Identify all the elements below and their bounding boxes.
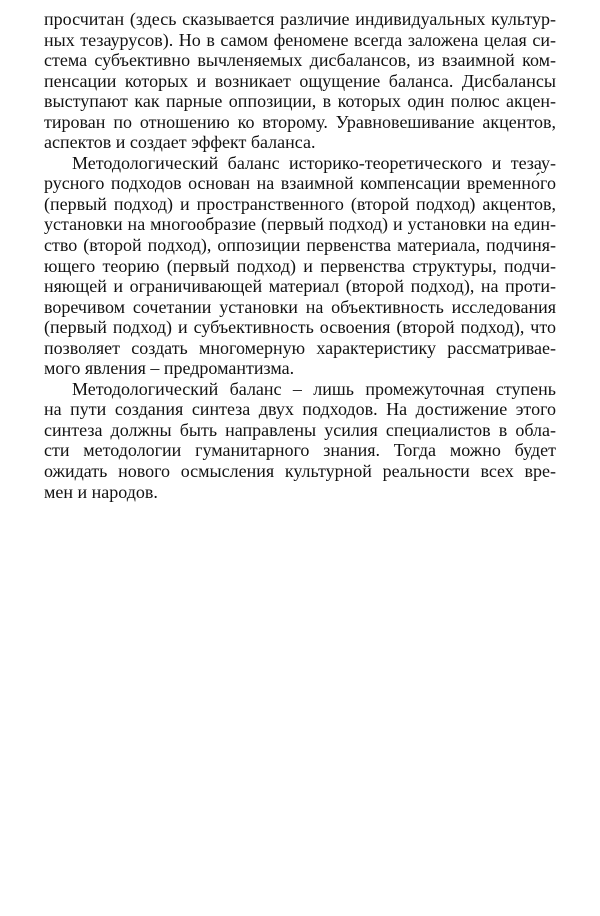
text-line: на пути создания синтеза двух подходов. На достижение этого: [44, 399, 556, 420]
text-line: мен и народов.: [44, 481, 158, 502]
paragraph-2: [44, 153, 556, 379]
paragraph-1: [44, 9, 556, 153]
text-line: (первый подход) и пространственного (второй подход) акцентов,: [44, 193, 556, 214]
text-line: ющего теорию (первый подход) и первенства структуры, подчи-: [44, 255, 556, 276]
text-line: няющей и ограничивающей материал (второй подход), на проти-: [44, 276, 556, 297]
text-line: воречивом сочетании установки на объективность исследования: [44, 296, 556, 317]
text-line: сти методологии гуманитарного знания. Тогда можно будет: [44, 440, 556, 461]
text-line: ожидать нового осмысления культурной реальности всех вре-: [44, 461, 556, 482]
text-line: выступают как парные оппозиции, в которых один полюс акцен-: [44, 91, 556, 112]
document-page: [44, 9, 556, 502]
text-line: (первый подход) и субъективность освоения (второй подход), что: [44, 317, 556, 338]
text-line: просчитан (здесь сказывается различие индивидуальных культур-: [44, 9, 556, 29]
text-line: синтеза должны быть направлены усилия специалистов в обла-: [44, 419, 556, 440]
text-line: позволяет создать многомерную характеристику рассматривае-: [44, 337, 556, 358]
text-line: мого явления – предромантизма.: [44, 358, 295, 379]
text-line: русного подходов основан на взаимной компенсации временно́го: [44, 173, 556, 194]
text-line: ных тезаурусов). Но в самом феномене всегда заложена целая си-: [44, 29, 556, 50]
text-line: ство (второй подход), оппозиции первенства материала, подчиня-: [44, 235, 556, 256]
text-line: Методологический баланс историко-теоретического и тезау-: [72, 152, 556, 173]
text-line: стема субъективно вычленяемых дисбалансов, из взаимной ком-: [44, 50, 556, 71]
text-line: пенсации которых и возникает ощущение баланса. Дисбалансы: [44, 70, 556, 91]
text-line: тирован по отношению ко второму. Уравновешивание акцентов,: [44, 111, 556, 132]
text-line: Методологический баланс – лишь промежуточная ступень: [72, 378, 556, 399]
text-line: установки на многообразие (первый подход) и установки на един-: [44, 214, 556, 235]
text-line: аспектов и создает эффект баланса.: [44, 132, 316, 153]
paragraph-3: [44, 379, 556, 502]
